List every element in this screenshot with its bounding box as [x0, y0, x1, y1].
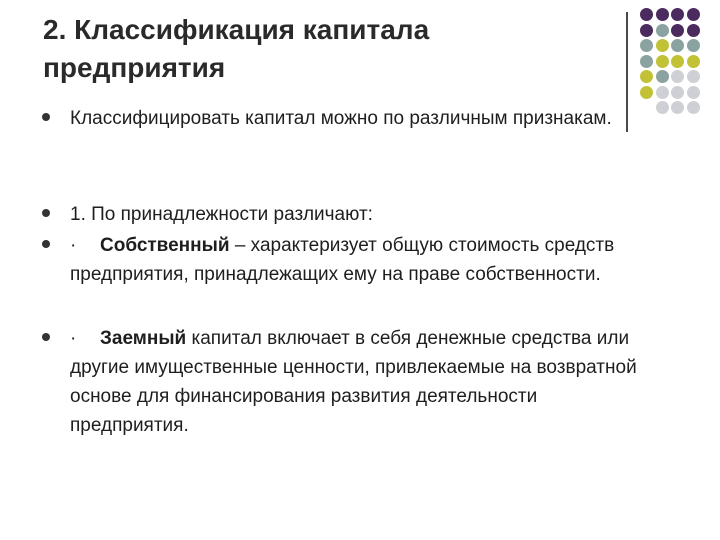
decorative-dot — [640, 39, 653, 52]
term-borrowed: Заемный — [100, 328, 187, 349]
term-own-description: – характеризует общую стоимость средств предприятия, принадлежащих ему на праве собственности. — [70, 235, 615, 285]
decorative-dot — [687, 39, 700, 52]
bullet-icon — [42, 333, 50, 341]
decorative-dot — [656, 55, 669, 68]
decorative-dot — [640, 8, 653, 21]
bullet-text: Классифицировать капитал можно по различным признакам. — [70, 108, 612, 129]
decorative-dot — [671, 70, 684, 83]
decorative-dot-grid — [640, 8, 720, 118]
page-title — [43, 11, 603, 87]
term-own: Собственный — [100, 235, 230, 256]
decorative-dot — [656, 8, 669, 21]
list-item — [42, 200, 642, 229]
decorative-dot — [656, 86, 669, 99]
sub-marker: · — [70, 328, 77, 349]
bullet-text — [70, 324, 642, 440]
decorative-dot — [671, 24, 684, 37]
title-line-1: 2. Классификация капитала — [43, 14, 430, 45]
decorative-dot — [640, 70, 653, 83]
decorative-dot — [671, 101, 684, 114]
decorative-dot — [656, 39, 669, 52]
decorative-dot — [671, 8, 684, 21]
decorative-dot — [656, 70, 669, 83]
decorative-dot — [687, 55, 700, 68]
list-item — [42, 324, 642, 440]
decorative-dot — [687, 86, 700, 99]
bullet-text: 1. По принадлежности различают: — [70, 204, 373, 225]
title-line-2: предприятия — [43, 52, 226, 83]
decorative-dot — [656, 101, 669, 114]
decorative-dot — [671, 86, 684, 99]
list-item — [42, 104, 642, 133]
term-borrowed-description: капитал включает в себя денежные средства или другие имущественные ценности, привлекаемые на возвратной основе для финансирования развития деятельности предприятия. — [70, 328, 637, 436]
decorative-dot — [640, 55, 653, 68]
bullet-icon — [42, 209, 50, 217]
bullet-icon — [42, 240, 50, 248]
decorative-dot — [687, 24, 700, 37]
decorative-dot — [671, 55, 684, 68]
decorative-dot — [687, 101, 700, 114]
decorative-dot — [640, 86, 653, 99]
decorative-dot — [640, 24, 653, 37]
bullet-icon — [42, 113, 50, 121]
bullet-text — [70, 231, 642, 289]
list-item — [42, 231, 642, 289]
decorative-dot — [656, 24, 669, 37]
decorative-dot — [687, 70, 700, 83]
sub-marker: · — [70, 235, 77, 256]
decorative-dot — [671, 39, 684, 52]
decorative-dot — [687, 8, 700, 21]
